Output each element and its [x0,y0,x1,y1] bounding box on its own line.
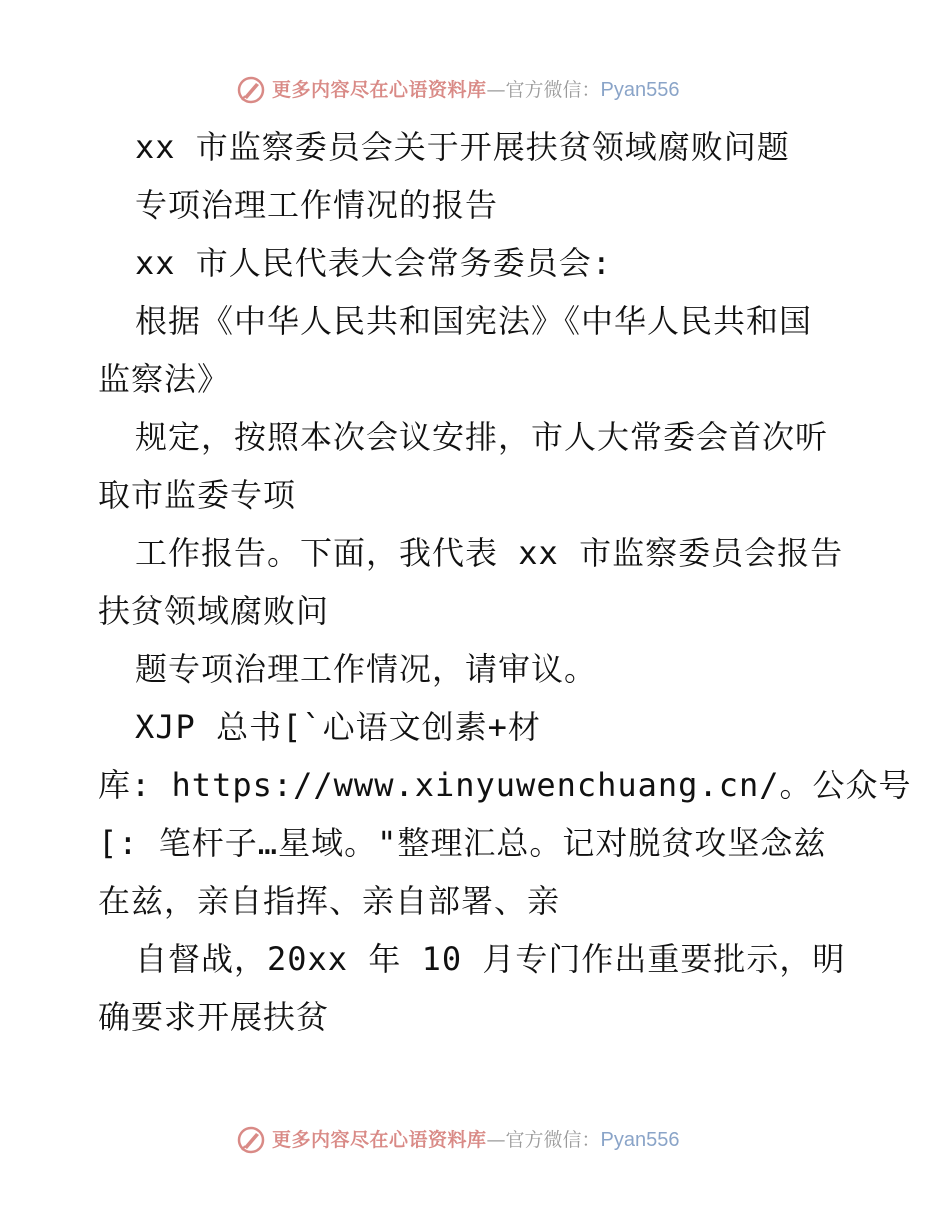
paragraph-line: 自督战，20xx 年 10 月专门作出重要批示，明 [135,940,846,978]
watermark-brand-text: 更多内容尽在心语资料库 [272,1129,487,1151]
feather-pen-circle-icon [236,75,266,105]
watermark-wechat-label: 官方微信： [505,1129,601,1151]
watermark-brand-text: 更多内容尽在心语资料库 [272,79,487,101]
header-watermark [236,74,680,106]
paragraph-line: 根据《中华人民共和国宪法》《中华人民共和国 [135,302,813,340]
paragraph-line: 确要求开展扶贫 [98,998,330,1036]
watermark-dash: — [486,1129,506,1151]
paragraph-line: [: 笔杆子…星域。"整理汇总。记对脱贫攻坚念兹 [98,824,827,862]
watermark-dash: — [486,79,506,101]
addressee-line: xx 市人民代表大会常务委员会: [135,244,613,282]
document-title-line-1: xx 市监察委员会关于开展扶贫领域腐败问题 [135,128,790,166]
paragraph-line: 取市监委专项 [98,476,297,514]
paragraph-line: 监察法》 [98,360,231,398]
paragraph-line: 扶贫领域腐败问 [98,592,330,630]
watermark-wechat-id: Pyan556 [600,79,680,101]
paragraph-line: XJP 总书[`心语文创素+材 [135,708,541,746]
watermark-wechat-label: 官方微信： [505,79,601,101]
paragraph-line: 规定，按照本次会议安排，市人大常委会首次听 [135,418,829,456]
paragraph-line: 在兹，亲自指挥、亲自部署、亲 [98,882,561,920]
paragraph-line: 库: https://www.xinyuwenchuang.cn/。公众号 [98,766,912,804]
document-title-line-2: 专项治理工作情况的报告 [135,186,499,224]
paragraph-line: 工作报告。下面，我代表 xx 市监察委员会报告 [135,534,844,572]
feather-pen-circle-icon [236,1125,266,1155]
footer-watermark [236,1124,680,1156]
watermark-wechat-id: Pyan556 [600,1129,680,1151]
paragraph-line: 题专项治理工作情况，请审议。 [135,650,598,688]
